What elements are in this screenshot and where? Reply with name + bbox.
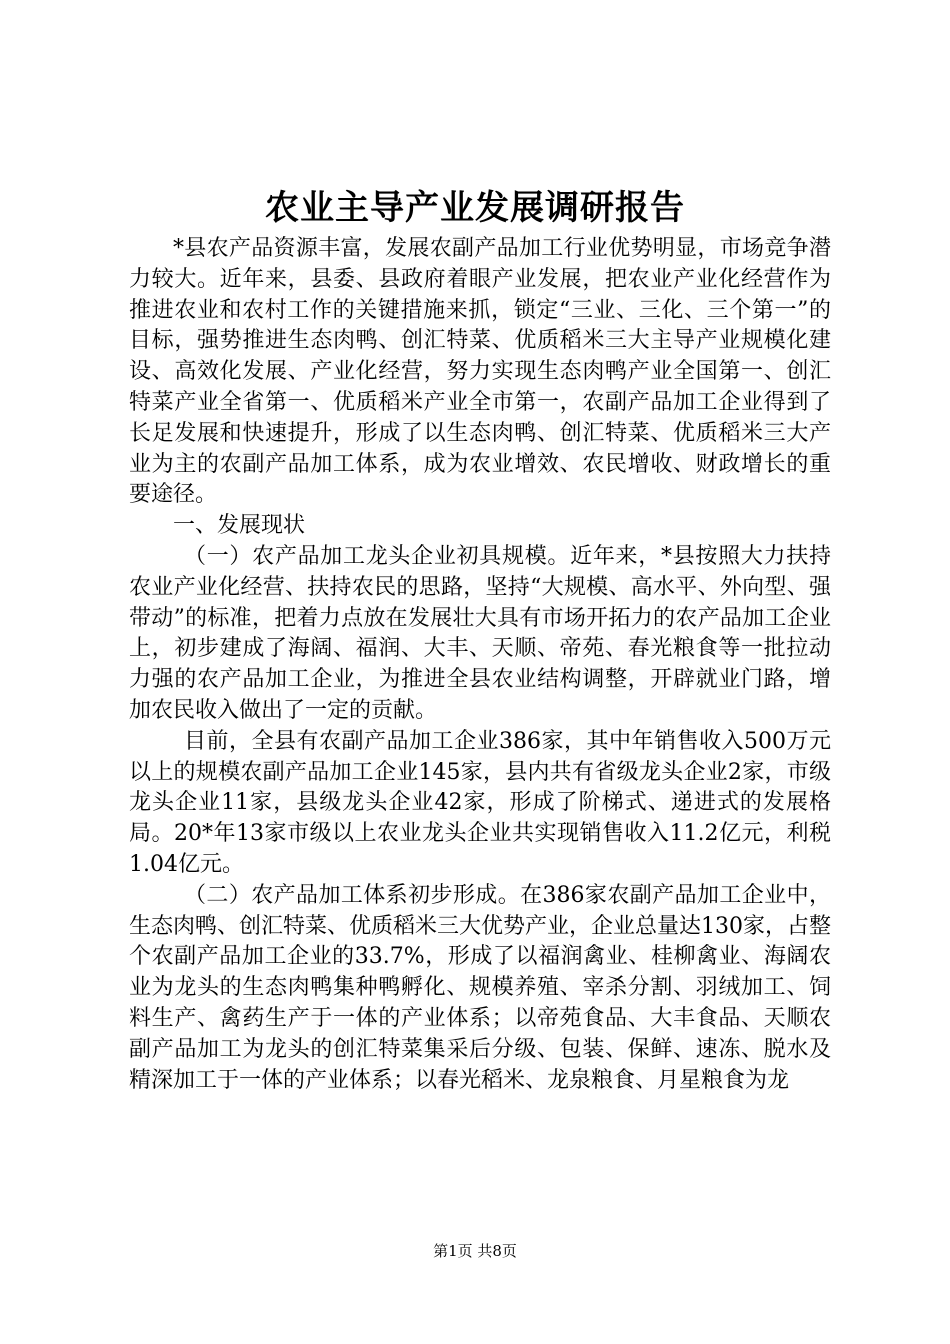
document-body	[129, 234, 831, 1096]
page-footer: 第1页 共8页	[433, 1242, 517, 1260]
paragraph-statistics: 目前，全县有农副产品加工企业386家，其中年销售收入500万元以上的规模农副产品加工企业145家，县内共有省级龙头企业2家，市级龙头企业11家，县级龙头企业42家，形成了阶梯式、递进式的发展格局。20*年13家市级以上农业龙头企业共实现销售收入11.2亿元，利税1.04亿元。	[129, 728, 831, 877]
paragraph-intro: *县农产品资源丰富，发展农副产品加工行业优势明显，市场竞争潜力较大。近年来，县委、县政府着眼产业发展，把农业产业化经营作为推进农业和农村工作的关键措施来抓，锁定“三业、三化、三个第一”的目标，强势推进生态肉鸭、创汇特菜、优质稻米三大主导产业规模化建设、高效化发展、产业化经营，努力实现生态肉鸭产业全国第一、创汇特菜产业全省第一、优质稻米产业全市第一，农副产品加工企业得到了长足发展和快速提升，形成了以生态肉鸭、创汇特菜、优质稻米三大产业为主的农副产品加工体系，成为农业增效、农民增收、财政增长的重要途径。	[129, 236, 831, 508]
paragraph-subsection-2: （二）农产品加工体系初步形成。在386家农副产品加工企业中，生态肉鸭、创汇特菜、优质稻米三大优势产业，企业总量达130家，占整个农副产品加工企业的33.7%，形成了以福润禽业、桂柳禽业、海阔农业为龙头的生态肉鸭集种鸭孵化、规模养殖、宰杀分割、羽绒加工、饲料生产、禽药生产于一体的产业体系；以帝苑食品、大丰食品、天顺农副产品加工为龙头的创汇特菜集采后分级、包装、保鲜、速冻、脱水及精深加工于一体的产业体系；以春光稻米、龙泉粮食、月星粮食为龙	[129, 882, 831, 1093]
document-title: 农业主导产业发展调研报告	[265, 188, 685, 228]
paragraph-subsection-1: （一）农产品加工龙头企业初具规模。近年来，*县按照大力扶持农业产业化经营、扶持农民的思路，坚持“大规模、高水平、外向型、强带动”的标准，把着力点放在发展壮大具有市场开拓力的农产品加工企业上，初步建成了海阔、福润、大丰、天顺、帝苑、春光粮食等一批拉动力强的农产品加工企业，为推进全县农业结构调整，开辟就业门路，增加农民收入做出了一定的贡献。	[129, 543, 831, 723]
section-heading: 一、发展现状	[173, 513, 306, 539]
